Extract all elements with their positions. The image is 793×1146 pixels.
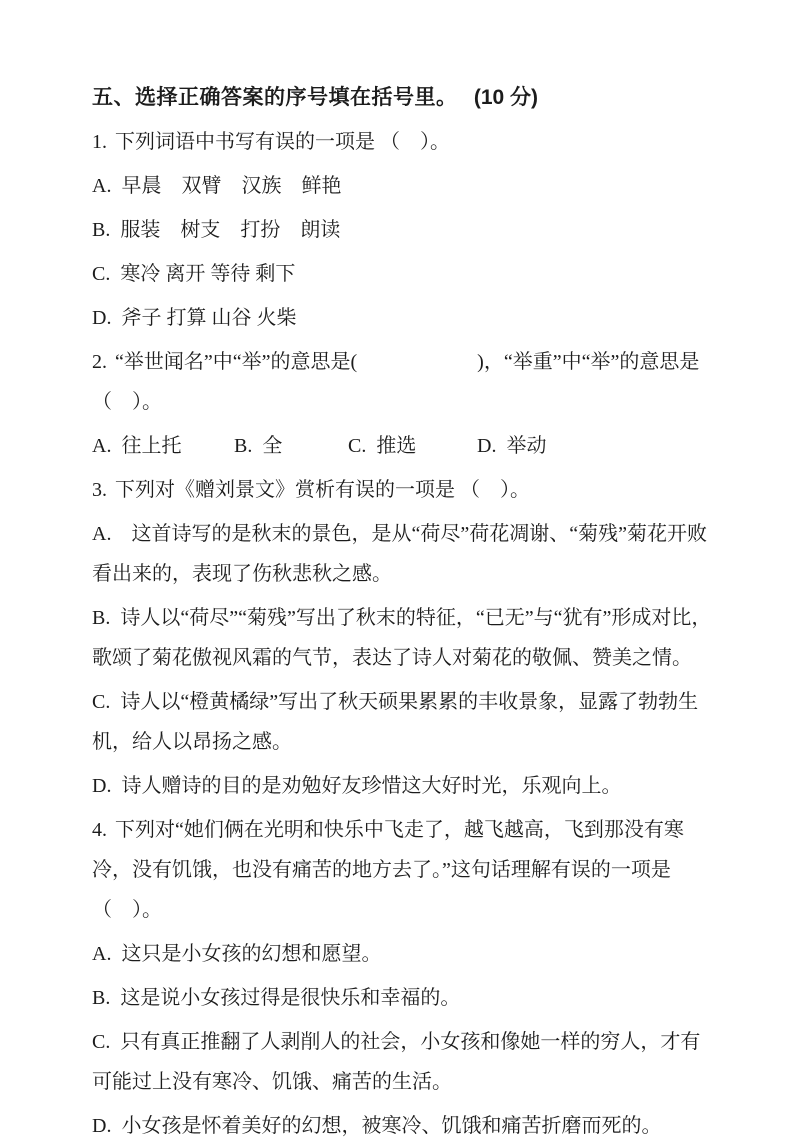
question-4-option-b [92, 978, 715, 1018]
option-text: 这是说小女孩过得是很快乐和幸福的。 [120, 987, 461, 1009]
question-2-option-c [348, 426, 477, 466]
option-text: 斧子 打算 山谷 火柴 [121, 307, 297, 329]
question-4-option-d [92, 1106, 715, 1146]
question-3-option-b [92, 598, 715, 678]
option-label: C. [92, 1031, 111, 1053]
option-label: C. [348, 435, 367, 457]
question-3-option-a [92, 514, 715, 594]
option-text: 小女孩是怀着美好的幻想，被寒冷、饥饿和痛苦折磨而死的。 [121, 1115, 662, 1137]
option-text: 这只是小女孩的幻想和愿望。 [121, 943, 382, 965]
question-4-option-c [92, 1022, 715, 1102]
question-2-option-b [234, 426, 348, 466]
option-text: 诗人赠诗的目的是劝勉好友珍惜这大好时光，乐观向上。 [121, 775, 622, 797]
option-label: B. [92, 607, 111, 629]
option-label: A. [92, 435, 112, 457]
option-text: 只有真正推翻了人剥削人的社会，小女孩和像她一样的穷人，才有可能过上没有寒冷、饥饿、痛苦的生活。 [92, 1031, 701, 1093]
question-text: 下列词语中书写有误的一项是 （ ）。 [115, 131, 450, 153]
question-number: 2. [92, 351, 107, 373]
option-text: 诗人以“橙黄橘绿”写出了秋天硕果累累的丰收景象，显露了勃勃生机，给人以昂扬之感。 [92, 691, 699, 753]
question-3-stem [92, 470, 715, 510]
question-text: 下列对《赠刘景文》赏析有误的一项是 （ ）。 [115, 479, 530, 501]
question-2-option-a [92, 426, 234, 466]
option-text: 这首诗写的是秋末的景色，是从“荷尽”荷花凋谢、“菊残”菊花开败看出来的，表现了伤秋悲秋之感。 [92, 523, 707, 585]
question-1-option-d [92, 298, 715, 338]
section-score: (10 分) [473, 86, 539, 109]
question-3-option-c [92, 682, 715, 762]
option-text: 往上托 [121, 435, 182, 457]
option-text: 早晨 双臂 汉族 鲜艳 [121, 175, 342, 197]
question-2-options-row [92, 426, 715, 466]
section-heading-title: 五、选择正确答案的序号填在括号里。 [92, 86, 458, 109]
option-text: 举动 [506, 435, 547, 457]
option-text: 全 [262, 435, 283, 457]
option-label: A. [92, 523, 112, 545]
question-number: 3. [92, 479, 107, 501]
question-text: “举世闻名”中“举”的意思是( )，“举重”中“举”的意思是 （ ）。 [92, 351, 700, 413]
option-label: D. [92, 775, 112, 797]
option-label: D. [92, 1115, 112, 1137]
option-label: D. [92, 307, 112, 329]
section-heading [92, 78, 715, 118]
question-1-option-c [92, 254, 715, 294]
option-label: C. [92, 263, 111, 285]
option-label: A. [92, 943, 112, 965]
option-text: 寒冷 离开 等待 剩下 [120, 263, 296, 285]
option-label: C. [92, 691, 111, 713]
question-3-option-d [92, 766, 715, 806]
option-text: 服装 树支 打扮 朗读 [120, 219, 341, 241]
option-label: D. [477, 435, 497, 457]
question-1-stem [92, 122, 715, 162]
question-2-option-d [477, 426, 546, 466]
question-1-option-a [92, 166, 715, 206]
question-4-stem [92, 810, 715, 930]
question-2-stem [92, 342, 715, 422]
question-1-option-b [92, 210, 715, 250]
question-4-option-a [92, 934, 715, 974]
option-text: 推选 [376, 435, 417, 457]
question-number: 4. [92, 819, 107, 841]
option-label: B. [234, 435, 253, 457]
option-label: A. [92, 175, 112, 197]
option-label: B. [92, 219, 111, 241]
question-number: 1. [92, 131, 107, 153]
option-text: 诗人以“荷尽”“菊残”写出了秋末的特征，“已无”与“犹有”形成对比，歌颂了菊花傲视风霜的气节，表达了诗人对菊花的敬佩、赞美之情。 [92, 607, 712, 669]
question-text: 下列对“她们俩在光明和快乐中飞走了，越飞越高，飞到那没有寒冷，没有饥饿，也没有痛苦的地方去了。”这句话理解有误的一项是 （ ）。 [92, 819, 684, 921]
option-label: B. [92, 987, 111, 1009]
